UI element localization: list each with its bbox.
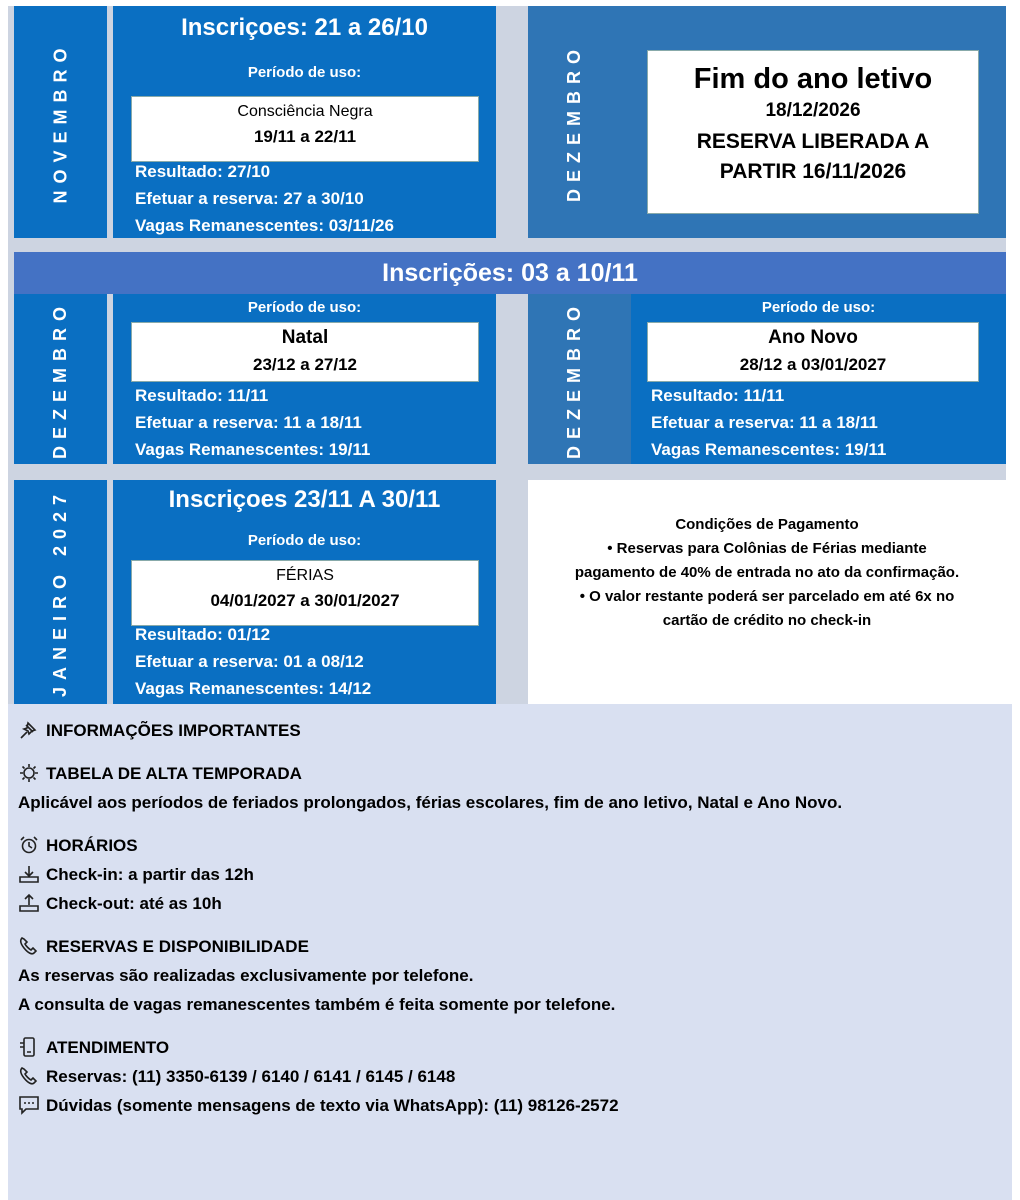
period-label: Período de uso: (247, 64, 362, 81)
whatsapp-row: Dúvidas (somente mensagens de texto via WhatsApp): (11) 98126-2572 (18, 1091, 1008, 1120)
phone-row: Reservas: (11) 3350-6139 / 6140 / 6141 / 6145 / 6148 (18, 1062, 1008, 1091)
separator-strip (621, 294, 631, 464)
chat-bubble-icon (18, 1095, 40, 1115)
reserve-line: Efetuar a reserva: 01 a 08/12 (135, 652, 364, 671)
payment-conditions (528, 480, 1006, 704)
alta-title-row: TABELA DE ALTA TEMPORADA (18, 759, 1008, 788)
sun-icon (18, 763, 40, 783)
vacancies-line: Vagas Remanescentes: 03/11/26 (135, 216, 394, 235)
event-box (131, 322, 479, 382)
period-label: Período de uso: (247, 532, 362, 549)
fim-ano-date: 18/12/2026 (765, 100, 861, 121)
event-name: Natal (281, 327, 329, 348)
payment-title: Condições de Pagamento (675, 516, 859, 533)
vacancies-line: Vagas Remanescentes: 19/11 (135, 440, 371, 459)
month-label-dezembro-2: DEZEMBRO (14, 294, 107, 464)
payment-line: pagamento de 40% de entrada no ato da confirmação. (574, 564, 960, 581)
result-line: Resultado: 11/11 (651, 386, 785, 405)
banner-title: Inscrições: 03 a 10/11 (382, 259, 638, 287)
reservas-title-row: RESERVAS E DISPONIBILIDADE (18, 932, 1008, 961)
block-janeiro (113, 480, 496, 704)
result-line: Resultado: 27/10 (135, 162, 271, 181)
period-label: Período de uso: (761, 299, 876, 316)
event-name: FÉRIAS (276, 567, 334, 584)
fim-ano-title: Fim do ano letivo (693, 63, 933, 95)
reserve-line: Efetuar a reserva: 11 a 18/11 (651, 413, 878, 432)
checkout-row: Check-out: até as 10h (18, 889, 1008, 918)
block-novembro (113, 6, 496, 238)
event-name: Ano Novo (768, 327, 858, 348)
block-natal (113, 294, 496, 464)
fim-ano-box (647, 50, 979, 214)
reserve-line: Efetuar a reserva: 27 a 30/10 (135, 189, 364, 208)
alta-text: Aplicável aos períodos de feriados prolongados, férias escolares, fim de ano letivo, Natal e Ano Novo. (18, 793, 843, 812)
month-label-dezembro-3: DEZEMBRO (528, 294, 621, 464)
fim-ano-line2: PARTIR 16/11/2026 (719, 160, 907, 183)
period-label: Período de uso: (247, 299, 362, 316)
event-box (131, 560, 479, 626)
phone-icon (18, 936, 40, 956)
reservas-line: As reservas são realizadas exclusivamente por telefone. (18, 966, 474, 985)
reserve-line: Efetuar a reserva: 11 a 18/11 (135, 413, 362, 432)
event-dates: 28/12 a 03/01/2027 (739, 355, 887, 374)
info-heading-row: INFORMAÇÕES IMPORTANTES (18, 716, 1008, 745)
mobile-phone-icon (18, 1037, 40, 1057)
result-line: Resultado: 01/12 (135, 625, 271, 644)
block-ano-novo (631, 294, 1006, 464)
fim-ano-line1: RESERVA LIBERADA A (696, 130, 930, 153)
inscricoes-banner (14, 252, 1006, 294)
vacancies-line: Vagas Remanescentes: 14/12 (135, 679, 372, 698)
check-in-icon (18, 864, 40, 884)
reservas-line: A consulta de vagas remanescentes também é feita somente por telefone. (18, 995, 616, 1014)
block-header: Inscriçoes: 21 a 26/10 (181, 14, 428, 41)
check-out-icon (18, 893, 40, 913)
horarios-title-row: HORÁRIOS (18, 831, 1008, 860)
event-name: Consciência Negra (237, 103, 373, 120)
info-section (18, 716, 1008, 1120)
block-fim-ano-letivo (621, 6, 1006, 238)
payment-line: cartão de crédito no check-in (662, 612, 872, 629)
event-dates: 19/11 a 22/11 (253, 127, 357, 146)
event-dates: 23/12 a 27/12 (253, 355, 357, 374)
event-dates: 04/01/2027 a 30/01/2027 (210, 591, 400, 610)
month-label-janeiro: JANEIRO 2027 (14, 480, 107, 704)
event-box (131, 96, 479, 162)
result-line: Resultado: 11/11 (135, 386, 269, 405)
phone-icon (18, 1066, 40, 1086)
atendimento-title-row: ATENDIMENTO (18, 1033, 1008, 1062)
event-box (647, 322, 979, 382)
pushpin-icon (18, 720, 40, 740)
month-label-dezembro-1: DEZEMBRO (528, 6, 621, 238)
month-label-novembro: NOVEMBRO (14, 6, 107, 238)
vacancies-line: Vagas Remanescentes: 19/11 (651, 440, 887, 459)
payment-line: • O valor restante poderá ser parcelado em até 6x no (579, 588, 955, 605)
payment-line: • Reservas para Colônias de Férias mediante (607, 540, 927, 557)
alarm-clock-icon (18, 835, 40, 855)
block-header: Inscriçoes 23/11 A 30/11 (168, 486, 441, 513)
checkin-row: Check-in: a partir das 12h (18, 860, 1008, 889)
